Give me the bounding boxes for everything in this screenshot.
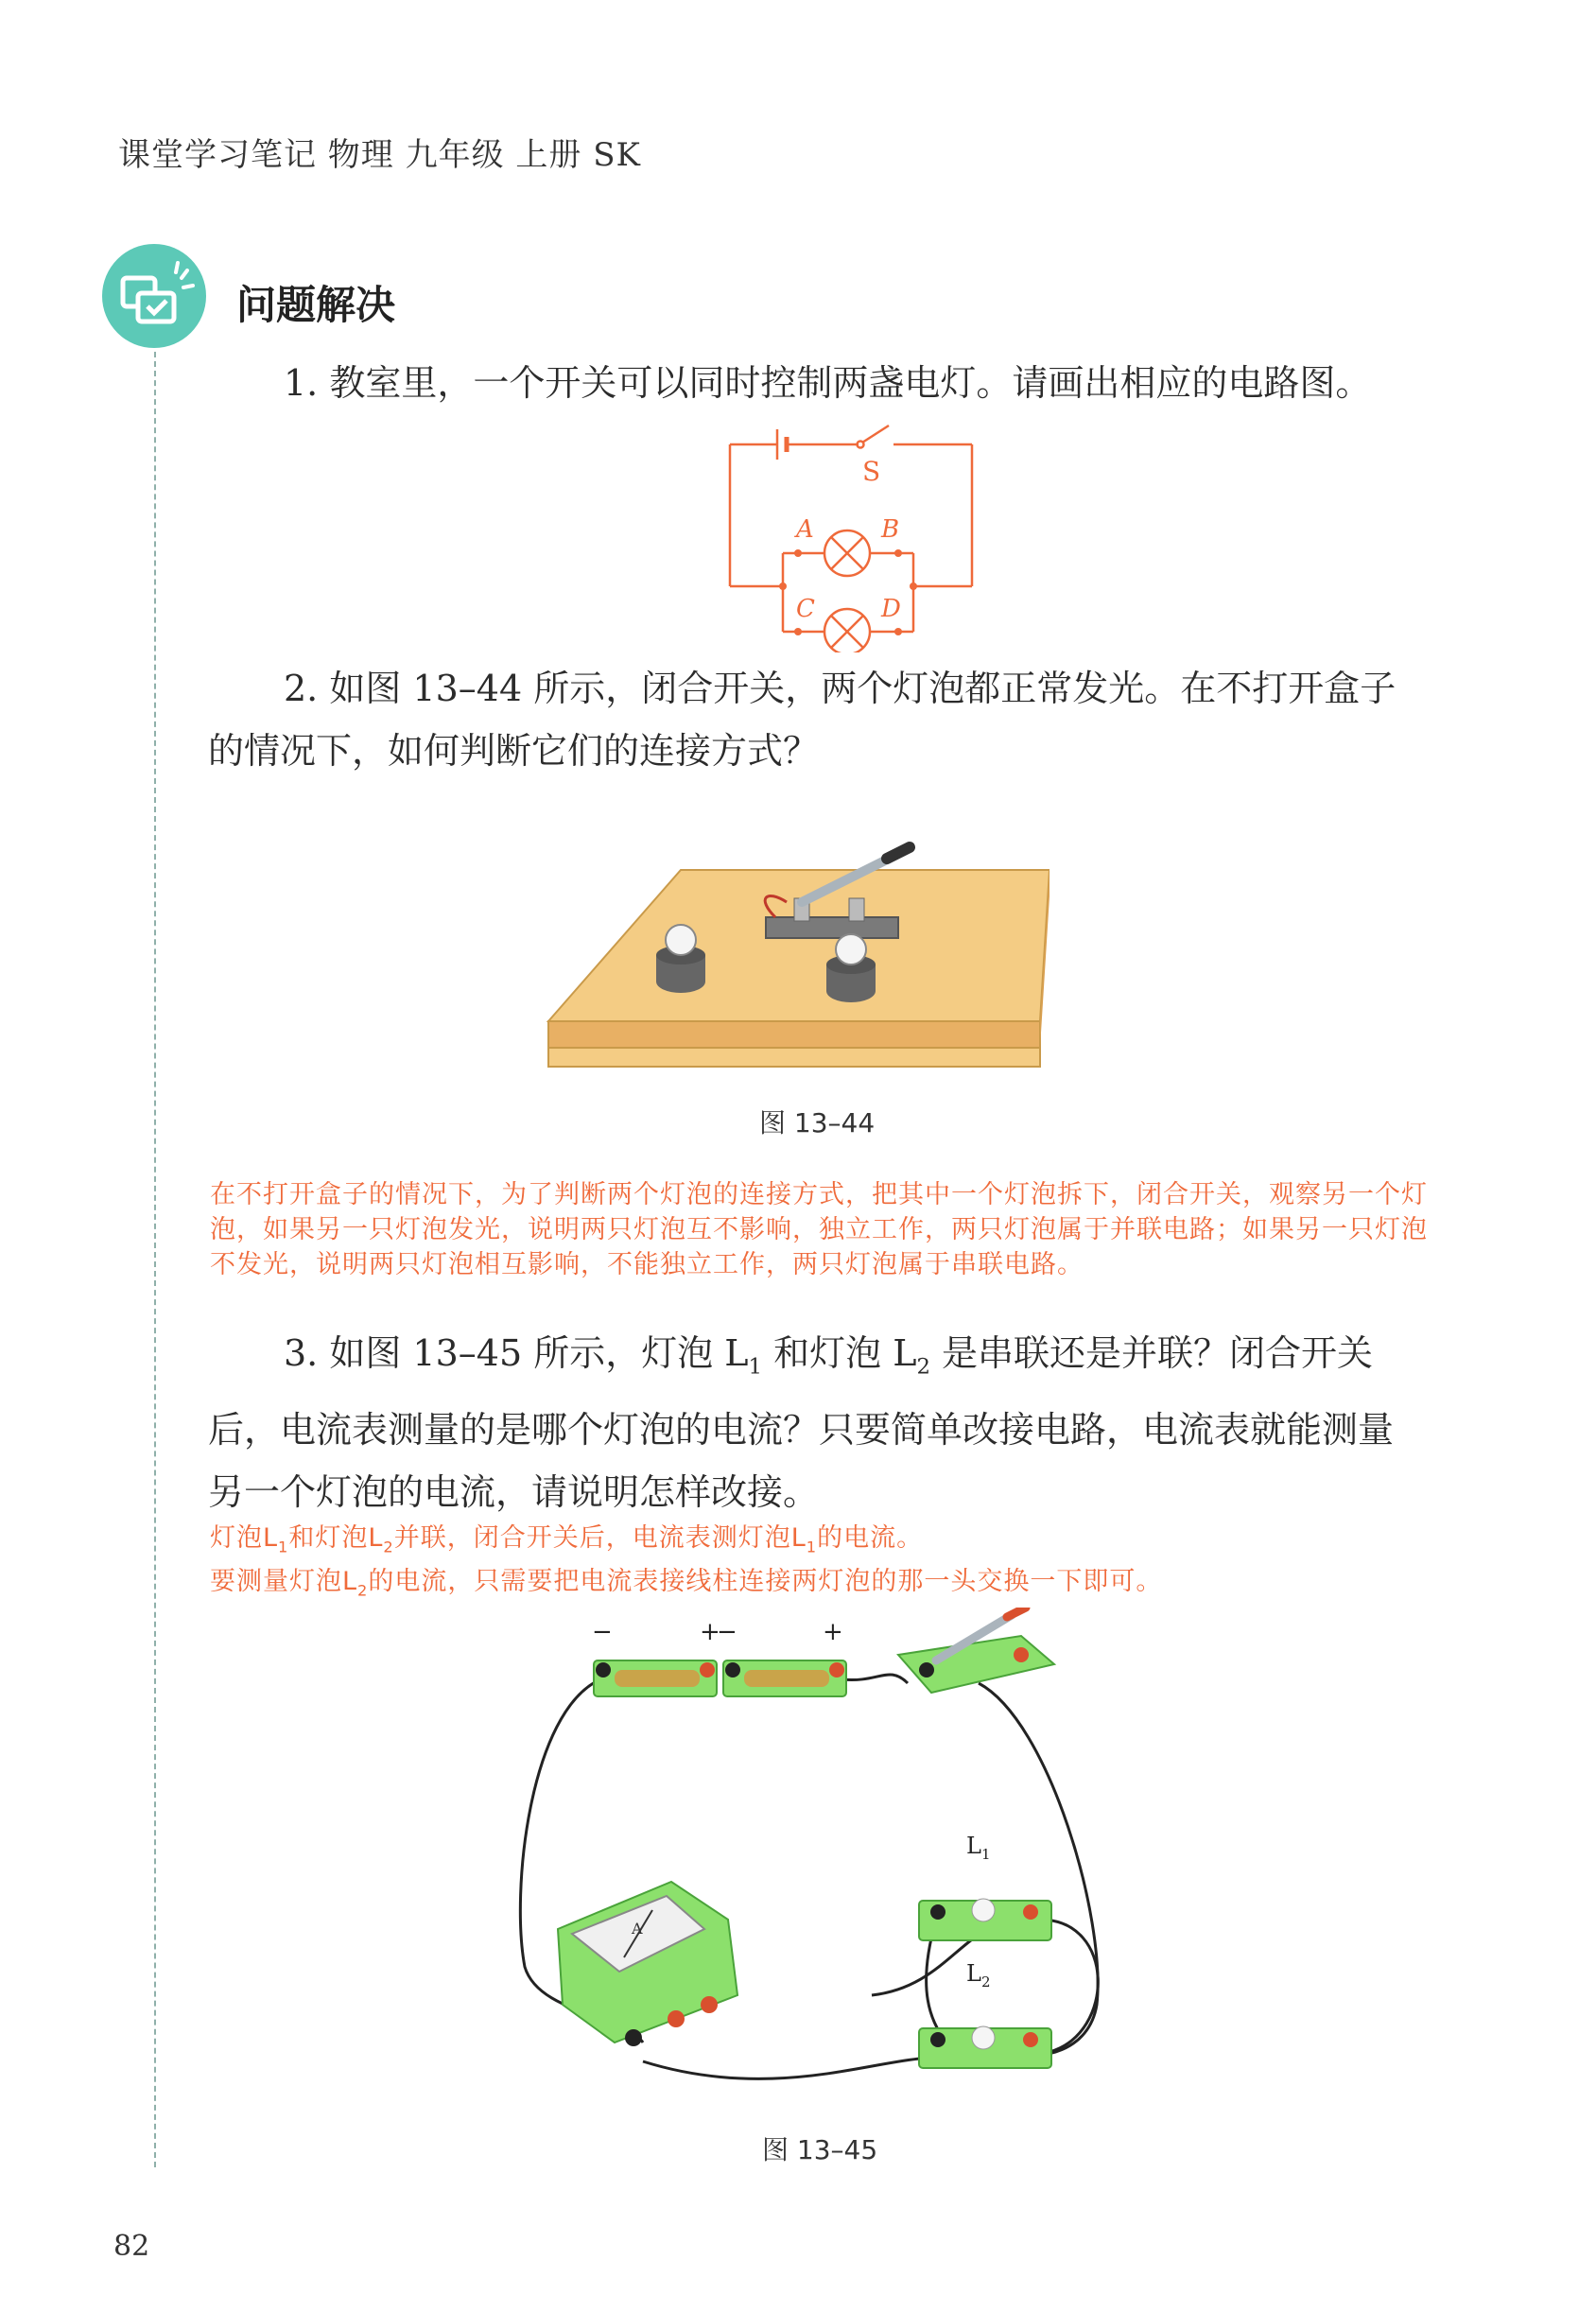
node-label-a: A [796,515,814,544]
checklist-icon [102,244,206,348]
ammeter-letter: A [632,1920,643,1938]
switch-label: S [862,456,881,487]
battery1-minus-sign: − [592,1618,613,1646]
figure-13-44-caption: 图 13–44 [759,1107,876,1139]
page-number: 82 [113,2230,150,2263]
parallel-circuit-diagram [719,416,983,652]
running-header: 课堂学习笔记 物理 九年级 上册 SK [118,136,641,174]
answer-3-line-1: 灯泡$L_1$和灯泡$L_2$并联，闭合开关后，电流表测灯泡$L_1$的电流。 [210,1523,924,1556]
node-label-d: D [881,595,901,623]
battery1-plus-sign: + [700,1618,720,1646]
section-title: 问题解决 [236,282,396,328]
margin-dashed-line [154,352,156,2167]
answer-2: 在不打开盒子的情况下，为了判断两个灯泡的连接方式，把其中一个灯泡拆下，闭合开关，观察另一个灯泡，如果另一只灯泡发光，说明两只灯泡互不影响，独立工作，两只灯泡属于并联电路；如果另一只灯泡不发光，说明两只灯泡相互影响，不能独立工作，两只灯泡属于串联电路。 [210,1180,1428,1279]
answer-3-line-2: 要测量灯泡$L_2$的电流，只需要把电流表接线柱连接两灯泡的那一头交换一下即可。 [210,1567,1163,1600]
question-3: 3. 如图 13–45 所示，灯泡 $L_1$ 和灯泡 $L_2$ 是串联还是并联？闭合开关后，电流表测量的是哪个灯泡的电流？只要简单改接电路，电流表就能测量另一个灯泡的电流，请说明怎样改接。 [208,1332,1395,1513]
question-2: 2. 如图 13–44 所示，闭合开关，两个灯泡都正常发光。在不打开盒子的情况下，如何判断它们的连接方式？ [208,668,1396,772]
node-label-b: B [881,515,900,544]
question-1: 1. 教室里，一个开关可以同时控制两盏电灯。请画出相应的电路图。 [284,362,1372,404]
figure-13-45-circuit-photo [511,1608,1135,2109]
node-label-c: C [796,595,815,623]
figure-13-44-box-illustration [539,823,1050,1087]
battery2-minus-sign: − [717,1618,737,1646]
answer-3 [210,1521,1430,1608]
battery2-plus-sign: + [823,1618,843,1646]
lamp-l1-label: $L_1$ [966,1833,991,1863]
figure-13-45-caption: 图 13–45 [762,2134,878,2165]
lamp-l2-label: $L_2$ [966,1960,991,1990]
